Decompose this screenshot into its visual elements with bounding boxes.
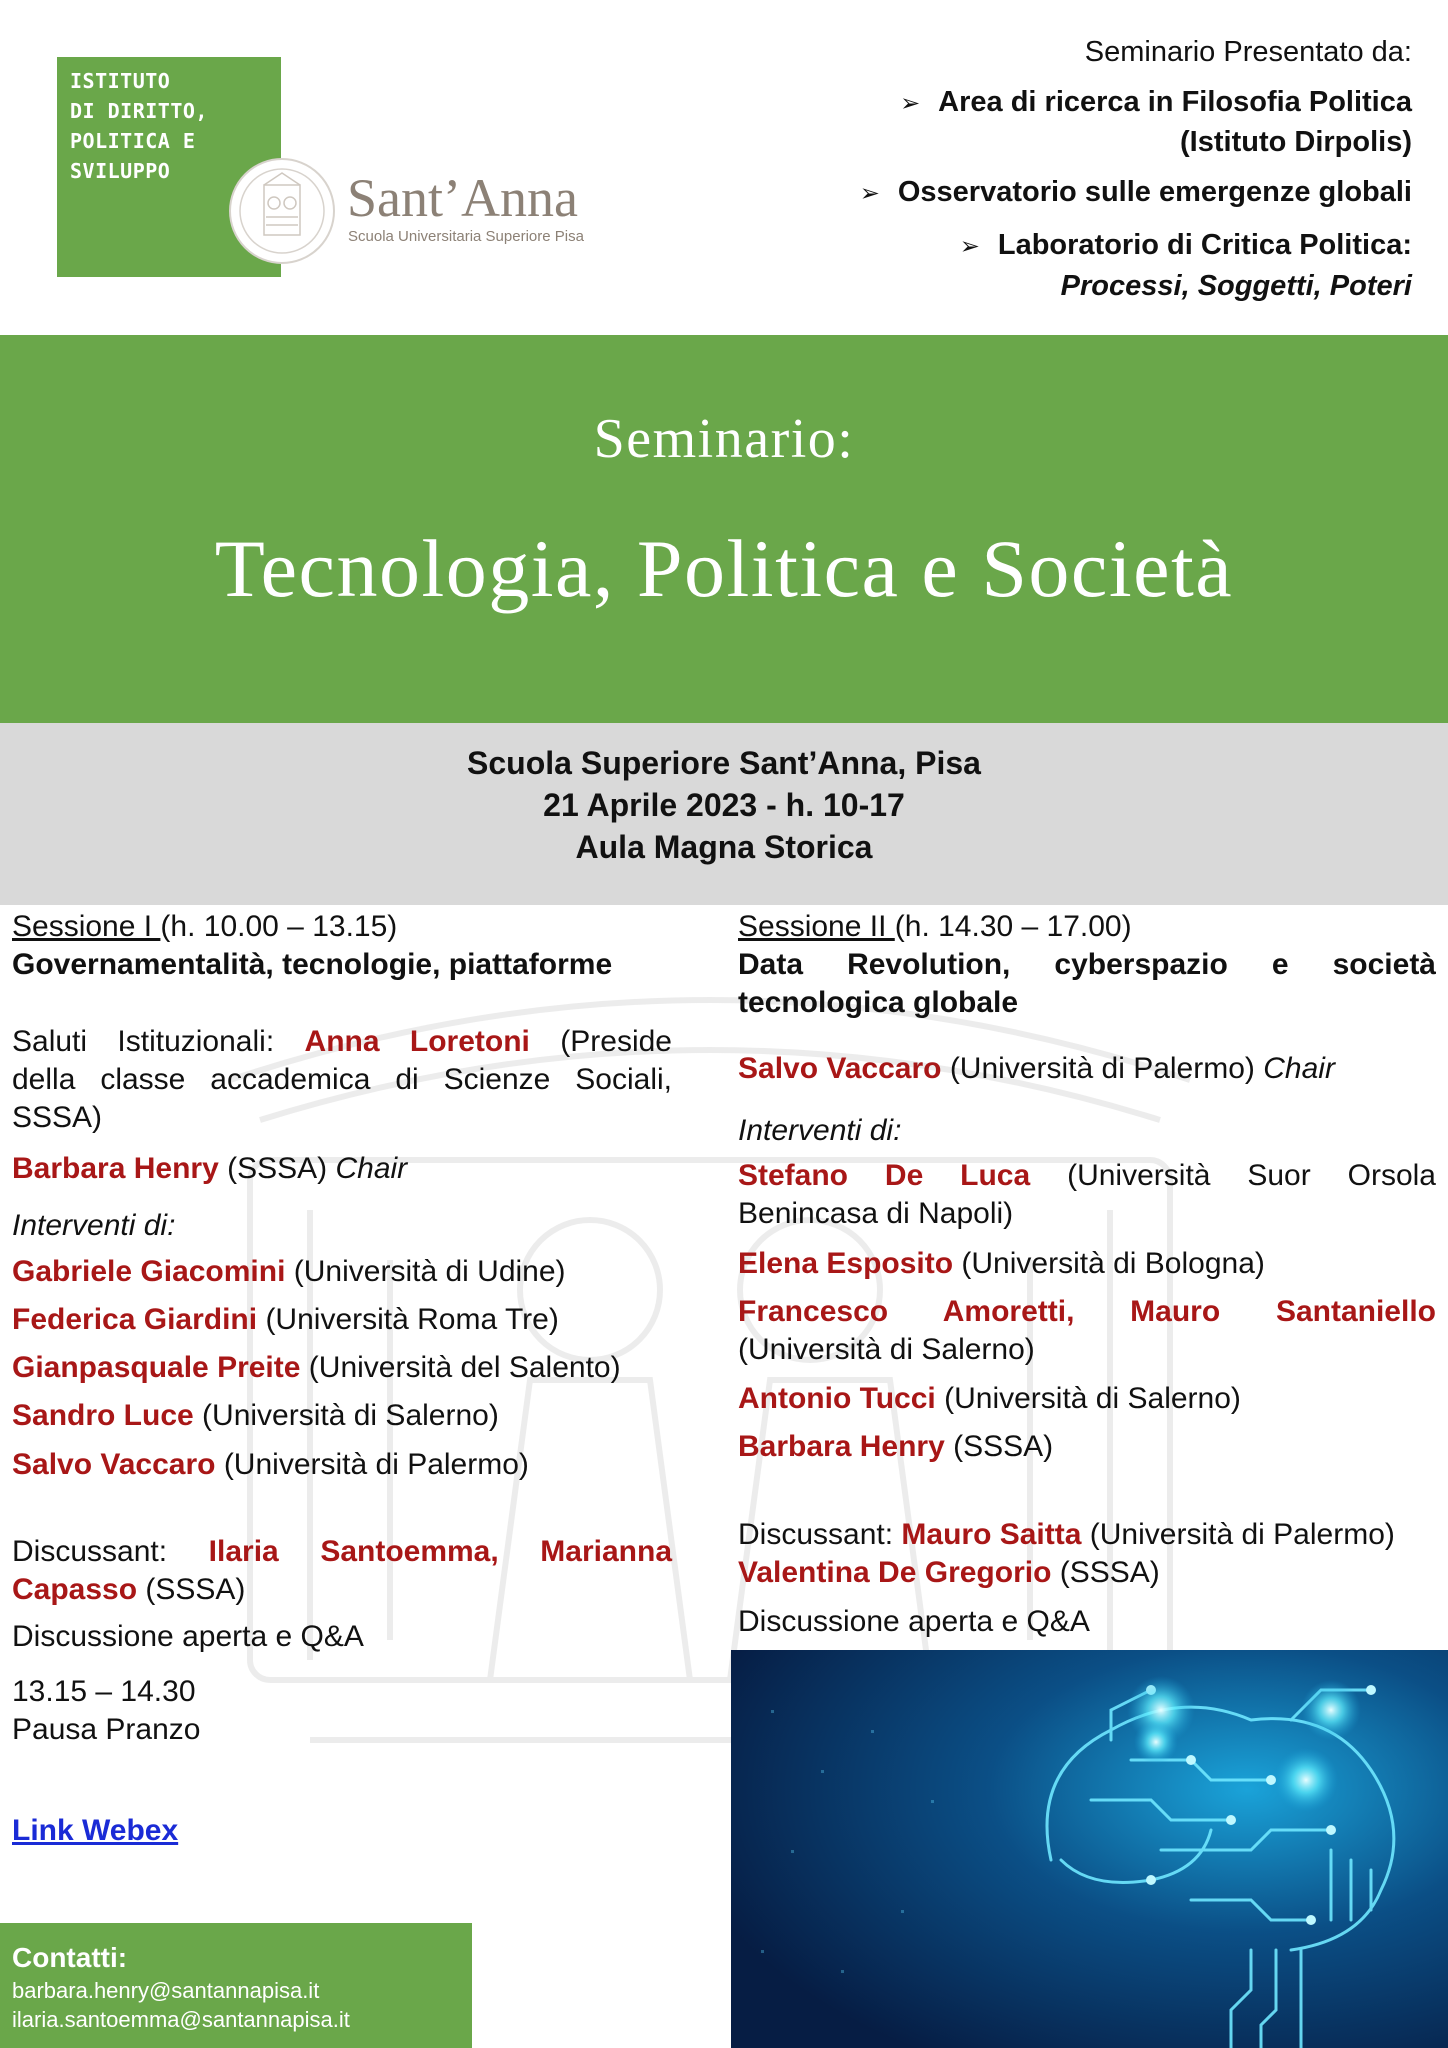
session-1-heading: [12, 908, 397, 946]
session-1-title: Governamentalità, tecnologie, piattaforme: [12, 948, 613, 981]
speaker-row: [12, 1253, 566, 1291]
talks-label: Interventi di:: [738, 1114, 902, 1147]
session-2-time: (h. 14.30 – 17.00): [894, 910, 1132, 943]
speaker-name: Elena Esposito: [738, 1247, 954, 1280]
discussant-names: Capasso: [12, 1573, 138, 1606]
brand-name: Sant’Anna: [347, 168, 578, 228]
speaker-name: Federica Giardini: [12, 1303, 258, 1336]
bullet-arrow-icon: ➢: [859, 179, 880, 207]
speaker-affiliation: (Università di Salerno): [944, 1382, 1241, 1415]
presented-by-label: Seminario Presentato da:: [1084, 36, 1412, 68]
presenter-item: [960, 225, 1412, 266]
speaker-affiliation: (Università Suor Orsola: [1067, 1159, 1436, 1192]
speaker-affiliation: (Università di Bologna): [961, 1247, 1265, 1280]
discussant-label: Discussant:: [738, 1518, 894, 1551]
speaker-name: Sandro Luce: [12, 1399, 194, 1432]
discussant-names: Ilaria Santoemma, Marianna: [208, 1535, 673, 1568]
speaker-names: Francesco Amoretti, Mauro Santaniello: [738, 1295, 1436, 1328]
bullet-arrow-icon: ➢: [900, 89, 921, 117]
chair-affiliation: (Università di Palermo): [949, 1052, 1255, 1085]
greetings-affiliation-line: SSSA): [12, 1101, 103, 1134]
presenter-item: [860, 172, 1412, 213]
greetings-line: [12, 1023, 672, 1061]
chair-role: Chair: [1263, 1052, 1335, 1085]
speaker-row: [12, 1397, 499, 1435]
speaker-row: [738, 1157, 1436, 1195]
presenter-line: Processi, Soggetti, Poteri: [1060, 270, 1412, 302]
institute-line: DI DIRITTO,: [70, 99, 208, 123]
session-2-title: tecnologica globale: [738, 986, 1019, 1019]
session-2-heading: [738, 908, 1132, 946]
greetings-affiliation: (Preside: [560, 1025, 672, 1058]
venue-info: [0, 742, 1448, 868]
speaker-affiliation-line: (Università di Salerno): [738, 1333, 1035, 1366]
discussant-affiliation: (SSSA): [1059, 1556, 1160, 1589]
speaker-row: [738, 1245, 1265, 1283]
chair-affiliation: (SSSA): [227, 1152, 328, 1185]
institute-line: SVILUPPO: [70, 159, 171, 183]
chair-name: Salvo Vaccaro: [738, 1052, 942, 1085]
venue-date: 21 Aprile 2023 - h. 10-17: [543, 787, 905, 823]
speaker-row: [12, 1301, 559, 1339]
lunch-label: Pausa Pranzo: [12, 1713, 201, 1746]
speaker-row: [738, 1428, 1053, 1466]
discussant-label: Discussant:: [12, 1535, 168, 1568]
speaker-name: Gianpasquale Preite: [12, 1351, 301, 1384]
speaker-name: Gabriele Giacomini: [12, 1255, 286, 1288]
qa-line: Discussione aperta e Q&A: [738, 1605, 1090, 1638]
session-1-chair: [12, 1150, 407, 1188]
venue-place: Scuola Superiore Sant’Anna, Pisa: [467, 745, 981, 781]
speaker-affiliation: (Università del Salento): [308, 1351, 621, 1384]
session-2-label: Sessione II: [738, 910, 895, 943]
institute-logo-text: [70, 66, 208, 186]
contact-email[interactable]: ilaria.santoemma@santannapisa.it: [12, 2007, 350, 2032]
presenter-line: Laboratorio di Critica Politica:: [997, 229, 1412, 261]
qa-line: Discussione aperta e Q&A: [12, 1620, 364, 1653]
seminar-kicker: Seminario:: [593, 408, 855, 470]
contact-email[interactable]: barbara.henry@santannapisa.it: [12, 1978, 320, 2003]
contacts-title: Contatti:: [12, 1942, 128, 1973]
seminar-title: Tecnologia, Politica e Società: [214, 523, 1234, 614]
presenter-item: [1180, 122, 1412, 162]
speaker-affiliation: (Università di Salerno): [202, 1399, 499, 1432]
session-1-time: (h. 10.00 – 13.15): [160, 910, 398, 943]
presenter-line: Osservatorio sulle emergenze globali: [897, 176, 1412, 208]
webex-link[interactable]: Link Webex: [12, 1814, 179, 1847]
presenter-item: [1061, 266, 1412, 306]
chair-role: Chair: [335, 1152, 408, 1185]
university-seal-logo: [226, 155, 338, 267]
talks-label: Interventi di:: [12, 1209, 176, 1242]
speaker-name: Stefano De Luca: [738, 1159, 1031, 1192]
speaker-affiliation: (Università Roma Tre): [265, 1303, 559, 1336]
session-2-chair: [738, 1050, 1335, 1088]
speaker-affiliation-line: Benincasa di Napoli): [738, 1197, 1014, 1230]
lunch-time: 13.15 – 14.30: [12, 1675, 196, 1708]
greetings-label: Saluti Istituzionali:: [12, 1025, 275, 1058]
discussant-line: [12, 1533, 672, 1571]
brain-circuit-image: [731, 1650, 1448, 2048]
speaker-name: Antonio Tucci: [738, 1382, 936, 1415]
speaker-name: Salvo Vaccaro: [12, 1448, 216, 1481]
presenter-line: Area di ricerca in Filosofia Politica: [938, 86, 1412, 118]
discussant-line: [738, 1554, 1160, 1592]
discussant-line: [12, 1571, 245, 1609]
speaker-affiliation: (Università di Palermo): [223, 1448, 529, 1481]
discussant-name: Valentina De Gregorio: [738, 1556, 1052, 1589]
discussant-line: [738, 1516, 1395, 1554]
speaker-row: [12, 1446, 529, 1484]
institute-line: ISTITUTO: [70, 69, 171, 93]
chair-name: Barbara Henry: [12, 1152, 219, 1185]
bullet-arrow-icon: ➢: [959, 232, 980, 260]
session-1-label: Sessione I: [12, 910, 161, 943]
brand-subtitle: Scuola Universitaria Superiore Pisa: [348, 228, 584, 245]
speaker-row: [738, 1380, 1241, 1418]
discussant-affiliation: (Università di Palermo): [1089, 1518, 1395, 1551]
discussant-affiliation: (SSSA): [145, 1573, 246, 1606]
speaker-name: Barbara Henry: [738, 1430, 945, 1463]
speaker-affiliation: (SSSA): [953, 1430, 1054, 1463]
presenter-item: [900, 82, 1412, 123]
presenter-line: (Istituto Dirpolis): [1180, 126, 1412, 158]
speaker-affiliation: (Università di Udine): [293, 1255, 566, 1288]
greetings-affiliation-line: della classe accademica di Scienze Sociali,: [12, 1063, 672, 1096]
venue-room: Aula Magna Storica: [575, 829, 873, 865]
greetings-name: Anna Loretoni: [304, 1025, 530, 1058]
speaker-row: [12, 1349, 621, 1387]
institute-line: POLITICA E: [70, 129, 196, 153]
discussant-name: Mauro Saitta: [901, 1518, 1082, 1551]
session-2-title: Data Revolution, cyberspazio e società: [738, 948, 1436, 981]
